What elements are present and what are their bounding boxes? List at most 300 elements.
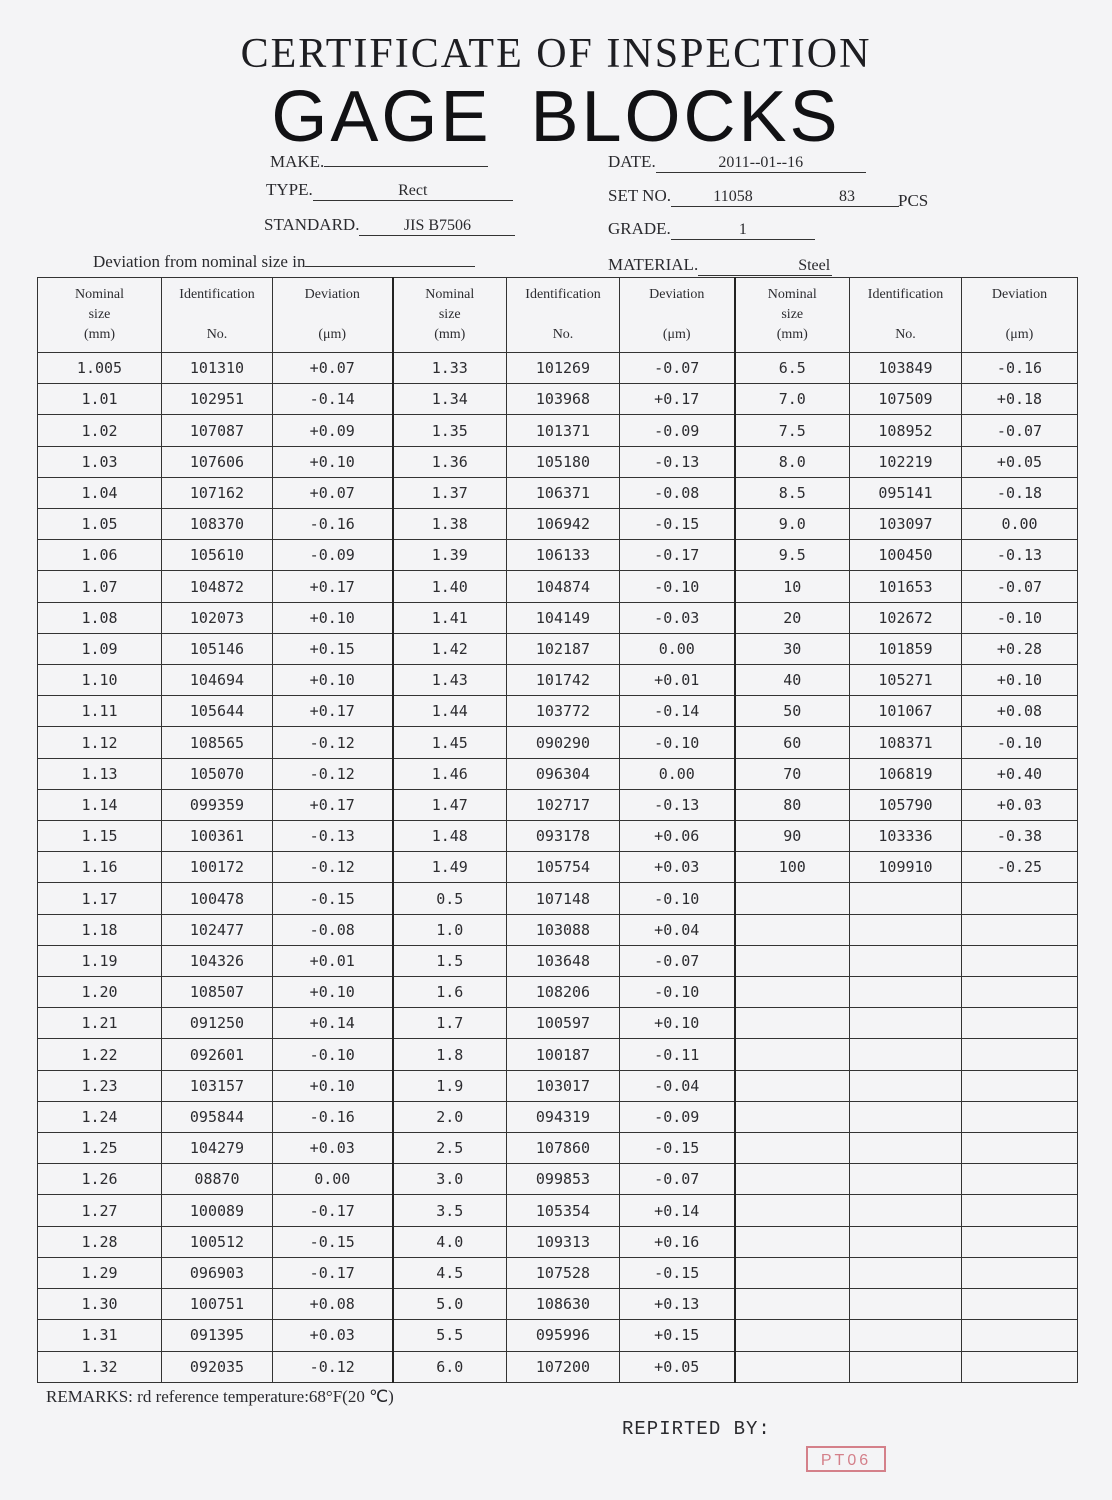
deviation-cell: -0.18 [962,477,1078,508]
identification-cell: 100172 [162,852,273,883]
identification-cell: 108206 [507,977,620,1008]
deviation-cell: -0.07 [962,415,1078,446]
nominal-size-cell: 3.0 [393,1164,507,1195]
nominal-size-cell [735,1164,850,1195]
identification-cell: 095996 [507,1320,620,1351]
nominal-size-cell: 1.06 [38,540,162,571]
nominal-size-cell: 1.17 [38,883,162,914]
nominal-size-cell: 1.34 [393,384,507,415]
nominal-size-cell: 1.7 [393,1008,507,1039]
identification-cell: 095141 [850,477,962,508]
deviation-cell: -0.15 [620,1257,735,1288]
nominal-size-header: Nominal size (mm) [735,278,850,353]
nominal-size-cell: 30 [735,633,850,664]
identification-cell: 102951 [162,384,273,415]
nominal-size-cell: 8.5 [735,477,850,508]
deviation-cell: -0.38 [962,821,1078,852]
nominal-size-cell: 1.14 [38,789,162,820]
table-row [38,1320,1078,1351]
nominal-size-cell: 40 [735,665,850,696]
nominal-size-cell: 1.24 [38,1101,162,1132]
identification-cell: 101653 [850,571,962,602]
deviation-cell: +0.03 [620,852,735,883]
nominal-size-cell: 1.38 [393,509,507,540]
identification-cell: 105610 [162,540,273,571]
nominal-size-cell [735,1133,850,1164]
grade-label: GRADE. [608,219,671,238]
identification-cell: 100512 [162,1226,273,1257]
deviation-cell [962,1039,1078,1070]
table-row [38,1195,1078,1226]
deviation-cell: +0.10 [273,665,393,696]
deviation-cell: +0.15 [273,633,393,664]
deviation-cell: +0.05 [962,446,1078,477]
deviation-unit-value [305,246,475,267]
nominal-size-cell: 1.36 [393,446,507,477]
deviation-cell: -0.10 [620,727,735,758]
identification-cell: 101371 [507,415,620,446]
remarks-text: REMARKS: rd reference temperature:68°F(20 ℃) [46,1387,394,1406]
table-row [38,384,1078,415]
identification-cell: 102477 [162,914,273,945]
make-field [270,146,488,172]
deviation-cell: +0.17 [620,384,735,415]
table-row [38,1289,1078,1320]
nominal-size-cell: 1.9 [393,1070,507,1101]
identification-cell: 092601 [162,1039,273,1070]
identification-cell: 103648 [507,945,620,976]
identification-cell: 109910 [850,852,962,883]
material-label: MATERIAL. [608,255,699,274]
deviation-cell [962,883,1078,914]
nominal-size-cell: 9.5 [735,540,850,571]
deviation-cell [962,1164,1078,1195]
nominal-size-cell: 90 [735,821,850,852]
identification-cell [850,1320,962,1351]
deviation-cell: +0.03 [273,1133,393,1164]
deviation-cell: -0.13 [620,789,735,820]
identification-cell: 102219 [850,446,962,477]
table-row [38,1133,1078,1164]
identification-cell: 104279 [162,1133,273,1164]
nominal-size-cell: 1.005 [38,353,162,384]
nominal-size-cell: 4.5 [393,1257,507,1288]
nominal-size-cell: 1.35 [393,415,507,446]
identification-cell: 101310 [162,353,273,384]
nominal-size-cell: 5.5 [393,1320,507,1351]
nominal-size-cell: 70 [735,758,850,789]
make-value [324,146,488,167]
nominal-size-cell: 1.37 [393,477,507,508]
identification-cell: 101742 [507,665,620,696]
identification-cell: 103157 [162,1070,273,1101]
deviation-cell: +0.04 [620,914,735,945]
table-row [38,509,1078,540]
identification-cell: 096903 [162,1257,273,1288]
table-row [38,821,1078,852]
identification-cell: 096304 [507,758,620,789]
identification-cell: 101067 [850,696,962,727]
table-row [38,945,1078,976]
nominal-size-cell [735,1070,850,1101]
deviation-cell: 0.00 [962,509,1078,540]
table-body [38,353,1078,1383]
identification-cell: 106819 [850,758,962,789]
nominal-size-cell: 1.02 [38,415,162,446]
table-row [38,883,1078,914]
nominal-size-header: Nominal size (mm) [393,278,507,353]
nominal-size-cell: 1.32 [38,1351,162,1383]
table-row [38,696,1078,727]
nominal-size-cell: 1.43 [393,665,507,696]
deviation-unit-label: Deviation from nominal size in [93,252,306,271]
identification-cell: 103336 [850,821,962,852]
identification-cell: 094319 [507,1101,620,1132]
identification-cell: 109313 [507,1226,620,1257]
standard-field [264,215,515,236]
nominal-size-cell [735,1008,850,1039]
nominal-size-cell: 1.49 [393,852,507,883]
identification-cell: 104872 [162,571,273,602]
identification-cell: 093178 [507,821,620,852]
identification-cell [850,1070,962,1101]
nominal-size-cell: 1.25 [38,1133,162,1164]
identification-cell [850,1289,962,1320]
identification-cell: 103017 [507,1070,620,1101]
identification-cell: 103849 [850,353,962,384]
identification-header: Identification No. [850,278,962,353]
nominal-size-cell: 1.19 [38,945,162,976]
nominal-size-cell: 1.13 [38,758,162,789]
set-number-label: SET NO. [608,186,671,205]
deviation-cell: -0.17 [620,540,735,571]
identification-cell [850,1101,962,1132]
deviation-cell: +0.17 [273,789,393,820]
identification-cell: 105754 [507,852,620,883]
date-value: 2011--01--16 [656,154,866,173]
deviation-cell: -0.13 [273,821,393,852]
identification-cell: 091395 [162,1320,273,1351]
deviation-cell: +0.06 [620,821,735,852]
deviation-cell: +0.10 [962,665,1078,696]
deviation-cell [962,1289,1078,1320]
nominal-size-cell [735,1257,850,1288]
nominal-size-cell: 1.31 [38,1320,162,1351]
nominal-size-cell [735,1351,850,1383]
grade-field [608,219,815,240]
identification-cell: 106942 [507,509,620,540]
deviation-cell: -0.10 [620,977,735,1008]
identification-cell: 095844 [162,1101,273,1132]
table-row [38,571,1078,602]
identification-cell: 105146 [162,633,273,664]
gage-block-table [37,277,1078,1383]
nominal-size-cell: 1.11 [38,696,162,727]
identification-cell [850,1133,962,1164]
deviation-cell [962,1008,1078,1039]
deviation-cell: -0.11 [620,1039,735,1070]
identification-cell: 105790 [850,789,962,820]
nominal-size-cell: 1.15 [38,821,162,852]
deviation-cell: +0.03 [273,1320,393,1351]
deviation-cell: -0.10 [620,571,735,602]
nominal-size-cell: 3.5 [393,1195,507,1226]
deviation-cell: +0.01 [273,945,393,976]
nominal-size-cell: 4.0 [393,1226,507,1257]
table-row [38,477,1078,508]
deviation-cell: -0.17 [273,1257,393,1288]
nominal-size-cell: 1.26 [38,1164,162,1195]
deviation-cell: +0.10 [273,977,393,1008]
nominal-size-cell [735,1289,850,1320]
pcs-label: PCS [898,191,929,210]
deviation-cell [962,1070,1078,1101]
nominal-size-cell: 0.5 [393,883,507,914]
nominal-size-cell: 1.18 [38,914,162,945]
deviation-cell: -0.07 [620,1164,735,1195]
identification-cell [850,1351,962,1383]
identification-cell: 104694 [162,665,273,696]
deviation-cell: +0.07 [273,477,393,508]
nominal-size-cell: 1.8 [393,1039,507,1070]
deviation-cell: -0.10 [273,1039,393,1070]
deviation-cell: -0.09 [620,1101,735,1132]
identification-cell: 100089 [162,1195,273,1226]
identification-cell [850,1039,962,1070]
deviation-cell: -0.16 [962,353,1078,384]
nominal-size-cell: 1.48 [393,821,507,852]
deviation-cell: +0.18 [962,384,1078,415]
deviation-cell: -0.07 [620,353,735,384]
deviation-cell: +0.01 [620,665,735,696]
identification-cell: 108630 [507,1289,620,1320]
nominal-size-cell: 20 [735,602,850,633]
table-row [38,353,1078,384]
date-field [608,152,866,173]
nominal-size-cell: 1.21 [38,1008,162,1039]
deviation-cell [962,1226,1078,1257]
table-row [38,665,1078,696]
identification-cell: 106371 [507,477,620,508]
identification-cell: 108507 [162,977,273,1008]
deviation-cell: +0.08 [962,696,1078,727]
deviation-cell [962,1257,1078,1288]
nominal-size-cell: 80 [735,789,850,820]
identification-cell [850,977,962,1008]
deviation-cell: -0.12 [273,727,393,758]
deviation-cell: +0.14 [620,1195,735,1226]
identification-cell [850,1008,962,1039]
nominal-size-cell [735,1101,850,1132]
nominal-size-cell: 100 [735,852,850,883]
nominal-size-cell: 1.29 [38,1257,162,1288]
nominal-size-cell [735,945,850,976]
deviation-cell: +0.40 [962,758,1078,789]
deviation-cell: +0.05 [620,1351,735,1383]
deviation-cell: -0.10 [962,602,1078,633]
nominal-size-cell [735,914,850,945]
deviation-cell: -0.15 [273,1226,393,1257]
identification-cell [850,1164,962,1195]
identification-cell: 100187 [507,1039,620,1070]
table-row [38,852,1078,883]
deviation-cell [962,1351,1078,1383]
identification-cell: 08870 [162,1164,273,1195]
identification-cell: 107162 [162,477,273,508]
identification-cell: 104326 [162,945,273,976]
nominal-size-cell: 1.5 [393,945,507,976]
identification-cell: 107087 [162,415,273,446]
identification-cell: 106133 [507,540,620,571]
nominal-size-cell: 1.45 [393,727,507,758]
identification-cell: 102187 [507,633,620,664]
identification-cell: 108370 [162,509,273,540]
deviation-cell: +0.09 [273,415,393,446]
deviation-cell: -0.16 [273,509,393,540]
identification-cell: 100597 [507,1008,620,1039]
identification-cell: 105180 [507,446,620,477]
nominal-size-cell: 1.47 [393,789,507,820]
make-label: MAKE. [270,152,325,171]
identification-cell: 091250 [162,1008,273,1039]
deviation-cell: +0.14 [273,1008,393,1039]
deviation-cell: -0.12 [273,1351,393,1383]
deviation-cell: -0.15 [620,1133,735,1164]
table-row [38,1164,1078,1195]
pieces-count: 83 [795,188,899,207]
table-row [38,633,1078,664]
nominal-size-cell: 1.16 [38,852,162,883]
identification-cell: 108565 [162,727,273,758]
deviation-header: Deviation (μm) [962,278,1078,353]
table-row [38,914,1078,945]
deviation-cell: +0.10 [273,602,393,633]
table-row [38,1101,1078,1132]
identification-cell: 100450 [850,540,962,571]
nominal-size-cell [735,1195,850,1226]
deviation-cell: -0.15 [273,883,393,914]
nominal-size-cell: 1.12 [38,727,162,758]
deviation-cell: -0.03 [620,602,735,633]
nominal-size-cell: 1.6 [393,977,507,1008]
nominal-size-cell: 1.10 [38,665,162,696]
nominal-size-cell: 1.28 [38,1226,162,1257]
deviation-cell: -0.14 [620,696,735,727]
table-row [38,1070,1078,1101]
deviation-cell: -0.04 [620,1070,735,1101]
deviation-cell: -0.16 [273,1101,393,1132]
deviation-cell: +0.07 [273,353,393,384]
deviation-cell: -0.15 [620,509,735,540]
nominal-size-cell: 1.08 [38,602,162,633]
table-row [38,540,1078,571]
table-row [38,602,1078,633]
deviation-cell: +0.17 [273,571,393,602]
set-number-value: 11058 [671,188,795,207]
nominal-size-cell: 1.20 [38,977,162,1008]
nominal-size-cell: 1.30 [38,1289,162,1320]
document-heading: GAGE BLOCKS [271,77,841,157]
deviation-cell: +0.17 [273,696,393,727]
identification-cell: 107606 [162,446,273,477]
nominal-size-cell: 1.33 [393,353,507,384]
identification-cell: 101859 [850,633,962,664]
identification-cell: 105644 [162,696,273,727]
deviation-cell [962,1320,1078,1351]
nominal-size-cell: 9.0 [735,509,850,540]
nominal-size-cell: 1.0 [393,914,507,945]
deviation-cell: +0.10 [620,1008,735,1039]
date-label: DATE. [608,152,656,171]
deviation-cell: -0.12 [273,852,393,883]
deviation-cell: +0.08 [273,1289,393,1320]
deviation-cell [962,1101,1078,1132]
table-row [38,1008,1078,1039]
table-row [38,415,1078,446]
identification-cell: 105354 [507,1195,620,1226]
table-row [38,1351,1078,1383]
identification-cell [850,914,962,945]
nominal-size-cell [735,1320,850,1351]
deviation-header: Deviation (μm) [620,278,735,353]
identification-cell: 104149 [507,602,620,633]
identification-cell: 099359 [162,789,273,820]
nominal-size-cell: 1.04 [38,477,162,508]
nominal-size-cell: 1.27 [38,1195,162,1226]
identification-cell: 103772 [507,696,620,727]
table-row [38,758,1078,789]
table-row [38,977,1078,1008]
nominal-size-cell: 1.46 [393,758,507,789]
deviation-cell: -0.08 [273,914,393,945]
identification-cell [850,945,962,976]
nominal-size-cell: 1.01 [38,384,162,415]
nominal-size-cell: 1.39 [393,540,507,571]
nominal-size-cell: 1.22 [38,1039,162,1070]
type-field [266,180,513,201]
deviation-cell: 0.00 [620,758,735,789]
standard-value: JIS B7506 [359,217,515,236]
nominal-size-cell: 1.44 [393,696,507,727]
deviation-unit-field [93,246,475,272]
deviation-cell: +0.15 [620,1320,735,1351]
deviation-cell: -0.14 [273,384,393,415]
deviation-cell: -0.07 [962,571,1078,602]
identification-cell: 104874 [507,571,620,602]
identification-cell: 100751 [162,1289,273,1320]
identification-cell: 108371 [850,727,962,758]
identification-cell [850,1226,962,1257]
nominal-size-cell: 1.41 [393,602,507,633]
deviation-cell: +0.10 [273,1070,393,1101]
deviation-cell: -0.09 [273,540,393,571]
deviation-cell: 0.00 [273,1164,393,1195]
identification-cell: 101269 [507,353,620,384]
identification-header: Identification No. [507,278,620,353]
identification-cell: 103097 [850,509,962,540]
identification-cell [850,1257,962,1288]
deviation-cell: +0.28 [962,633,1078,664]
table-row [38,1257,1078,1288]
nominal-size-cell: 1.42 [393,633,507,664]
nominal-size-cell [735,977,850,1008]
nominal-size-cell: 1.40 [393,571,507,602]
identification-cell: 100478 [162,883,273,914]
certificate-title: CERTIFICATE OF INSPECTION [240,31,872,77]
table-row [38,727,1078,758]
deviation-cell [962,914,1078,945]
identification-cell: 105070 [162,758,273,789]
